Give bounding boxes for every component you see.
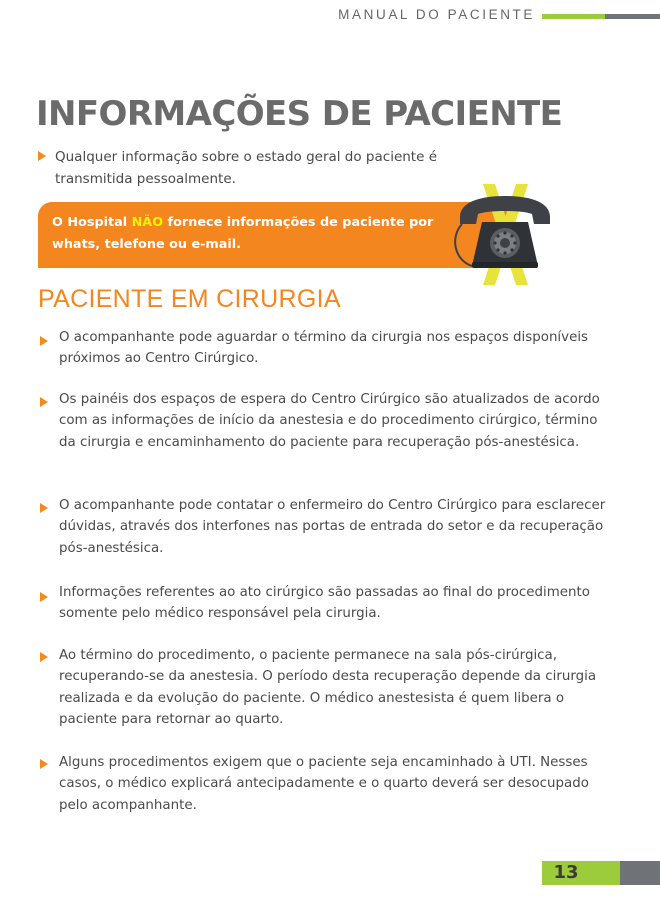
bullet-text: Informações referentes ao ato cirúrgico são passadas ao final do procedimento somente pelo médico responsável pela cirurgia. (59, 585, 590, 622)
bullet-text: O acompanhante pode aguardar o término da cirurgia nos espaços disponíveis próximos ao Centro Cirúrgico. (59, 330, 589, 367)
chevron-right-icon (40, 397, 48, 407)
header-accent-bar (542, 14, 605, 19)
notice-banner (38, 202, 508, 268)
chevron-right-icon (40, 503, 48, 513)
notice-text-after: fornece informações de paciente por whats, telefone ou e-mail. (52, 215, 434, 252)
phone-illustration (450, 182, 560, 287)
chevron-right-icon (40, 592, 48, 602)
chevron-right-icon (40, 336, 48, 346)
notice-highlight: NÃO (131, 215, 164, 230)
telephone-icon (450, 182, 560, 287)
page-number-box (542, 861, 620, 885)
intro-text: Qualquer informação sobre o estado geral do paciente é transmitida pessoalmente. (55, 149, 438, 187)
footer-gray-bar (620, 861, 660, 885)
notice-text-before: O Hospital (52, 215, 132, 230)
bullet-text: Ao término do procedimento, o paciente permanece na sala pós-cirúrgica, recuperando-se da anestesia. O período desta recuperação depende da cirurgia realizada e da evolução do paciente. O médico anestesista é quem libera o paciente para retornar ao quarto. (59, 648, 597, 727)
bullet-text: Alguns procedimentos exigem que o paciente seja encaminhado à UTI. Nesses casos, o médico explicará antecipadamente e o quarto deverá ser desocupado pelo acompanhante. (59, 755, 589, 813)
bullet-text: Os painéis dos espaços de espera do Centro Cirúrgico são atualizados de acordo com as informações de início da anestesia e do procedimento cirúrgico, término da cirurgia e encaminhamento do paciente para recuperação pós-anestésica. (59, 392, 600, 450)
chevron-right-icon (40, 652, 48, 662)
section-title: PACIENTE EM CIRURGIA (38, 285, 341, 313)
bullet-text: O acompanhante pode contatar o enfermeiro do Centro Cirúrgico para esclarecer dúvidas, através dos interfones nas portas de entrada do setor e da recuperação pós-anestésica. (59, 498, 606, 556)
chevron-right-icon (40, 759, 48, 769)
page-title: INFORMAÇÕES DE PACIENTE (36, 94, 563, 134)
chevron-right-icon (38, 151, 46, 161)
page-number: 13 (553, 862, 579, 883)
notice-text (52, 212, 472, 256)
header-label: MANUAL DO PACIENTE (338, 7, 535, 22)
header-gray-bar (605, 14, 660, 19)
